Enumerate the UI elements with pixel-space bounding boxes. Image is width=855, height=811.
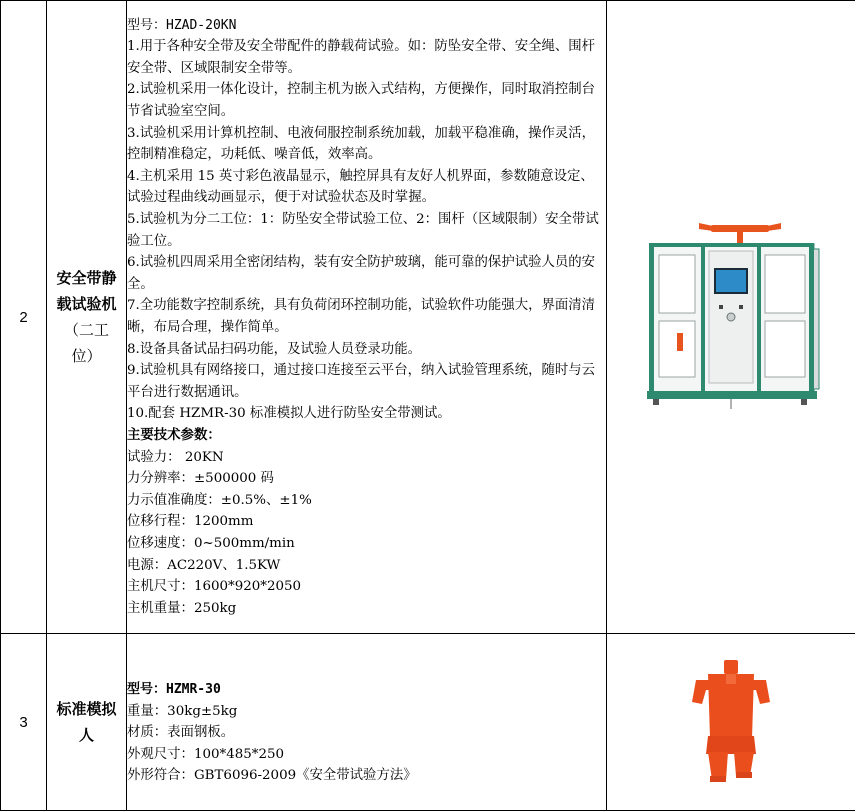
table-row bbox=[1, 1, 855, 634]
description-cell bbox=[127, 634, 607, 811]
image-cell bbox=[607, 1, 855, 634]
feature-item: 7.全功能数字控制系统，具有负荷闭环控制功能，试验软件功能强大，界面清清晰，布局合理，操作简单。 bbox=[127, 298, 596, 335]
dummy-photo bbox=[686, 658, 776, 786]
param-line: 外形符合：GBT6096-2009《安全带试验方法》 bbox=[127, 768, 417, 784]
product-name-line: 位） bbox=[71, 347, 102, 365]
product-name-line: 人 bbox=[78, 726, 94, 744]
model-line: 型号：HZAD-20KN bbox=[127, 17, 237, 33]
product-name-line: 载试验机 bbox=[56, 295, 117, 313]
param-line: 试验力： 20KN bbox=[127, 449, 224, 465]
feature-item: 10.配套 HZMR-30 标准模拟人进行防坠安全带测试。 bbox=[127, 406, 451, 422]
param-line: 材质：表面钢板。 bbox=[127, 725, 235, 741]
param-line: 主机尺寸：1600*920*2050 bbox=[127, 579, 302, 595]
param-line: 电源：AC220V、1.5KW bbox=[127, 557, 281, 573]
feature-item: 9.试验机具有网络接口，通过接口连接至云平台，纳入试验管理系统，随时与云平台进行数据通讯。 bbox=[127, 363, 596, 400]
row-number: 2 bbox=[1, 1, 47, 634]
param-line: 位移速度：0~500mm/min bbox=[127, 535, 295, 551]
product-name-cell bbox=[47, 1, 127, 634]
feature-item: 2.试验机采用一体化设计，控制主机为嵌入式结构，方便操作，同时取消控制台节省试验室空间。 bbox=[127, 82, 596, 120]
param-line: 力示值准确度：±0.5%、±1% bbox=[127, 492, 312, 508]
test-machine-photo bbox=[641, 219, 821, 415]
param-line: 重量：30kg±5kg bbox=[127, 703, 238, 719]
image-cell bbox=[607, 634, 855, 811]
param-line: 位移行程：1200mm bbox=[127, 514, 254, 530]
feature-item: 3.试验机采用计算机控制、电液伺服控制系统加载，加载平稳准确，操作灵活，控制精准稳定，功耗低、噪音低，效率高。 bbox=[127, 125, 596, 163]
param-line: 力分辨率：±500000 码 bbox=[127, 471, 274, 487]
product-name-line: （二工 bbox=[63, 321, 109, 339]
params-title: 主要技术参数： bbox=[127, 426, 221, 443]
product-name-line: 标准模拟 bbox=[56, 700, 117, 718]
row-number: 3 bbox=[1, 634, 47, 811]
table-row bbox=[1, 634, 855, 811]
param-line: 外观尺寸：100*485*250 bbox=[127, 746, 285, 762]
model-line: 型号：HZMR-30 bbox=[127, 682, 221, 698]
feature-item: 8.设备具备试品扫码功能，及试验人员登录功能。 bbox=[127, 341, 421, 357]
feature-item: 4.主机采用 15 英寸彩色液晶显示，触控屏具有友好人机界面，参数随意设定、试验过程曲线动画显示，便于对试验状态及时掌握。 bbox=[127, 168, 594, 206]
product-name-line: 安全带静 bbox=[56, 269, 117, 287]
feature-item: 6.试验机四周采用全密闭结构，装有安全防护玻璃，能可靠的保护试验人员的安全。 bbox=[127, 255, 596, 292]
product-name-cell bbox=[47, 634, 127, 811]
param-line: 主机重量：250kg bbox=[127, 600, 237, 616]
feature-item: 5.试验机为分二工位：1：防坠安全带试验工位、2：围杆（区域限制）安全带试验工位。 bbox=[127, 212, 599, 249]
feature-item: 1.用于各种安全带及安全带配件的静载荷试验。如：防坠安全带、安全绳、围杆安全带、区域限制安全带等。 bbox=[127, 39, 596, 76]
description-cell bbox=[127, 1, 607, 634]
